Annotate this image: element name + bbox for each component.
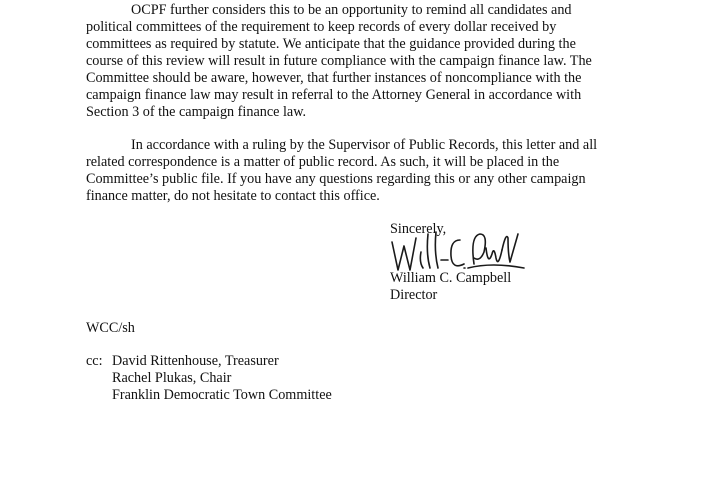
- cc-recipient: Rachel Plukas, Chair: [112, 370, 232, 386]
- paragraph-line: OCPF further considers this to be an opportunity to remind all candidates and: [131, 2, 572, 18]
- paragraph-line: Section 3 of the campaign finance law.: [86, 104, 307, 120]
- paragraph-line: campaign finance law may result in referral to the Attorney General in accordance with: [86, 87, 582, 103]
- paragraph-line: course of this review will result in future compliance with the campaign finance law. The: [86, 53, 592, 69]
- paragraph-line: In accordance with a ruling by the Supervisor of Public Records, this letter and all: [131, 137, 598, 153]
- paragraph-line: political committees of the requirement to keep records of every dollar received by: [86, 19, 557, 35]
- paragraph-line: committees as required by statute. We anticipate that the guidance provided during the: [86, 36, 576, 52]
- signer-name: William C. Campbell: [390, 270, 512, 286]
- paragraph-line: Committee should be aware, however, that further instances of noncompliance with the: [86, 70, 582, 86]
- signer-title: Director: [390, 287, 438, 303]
- cc-recipient: Franklin Democratic Town Committee: [112, 387, 332, 403]
- typist-initials: WCC/sh: [86, 320, 135, 336]
- paragraph-line: Committee’s public file. If you have any questions regarding this or any other campaign: [86, 171, 586, 187]
- paragraph-line: related correspondence is a matter of public record. As such, it will be placed in the: [86, 154, 560, 170]
- cc-prefix: cc:: [86, 353, 103, 369]
- handwritten-signature: [388, 228, 528, 280]
- closing: Sincerely,: [390, 221, 447, 237]
- cc-recipient: David Rittenhouse, Treasurer: [112, 353, 279, 369]
- paragraph-line: finance matter, do not hesitate to contact this office.: [86, 188, 380, 204]
